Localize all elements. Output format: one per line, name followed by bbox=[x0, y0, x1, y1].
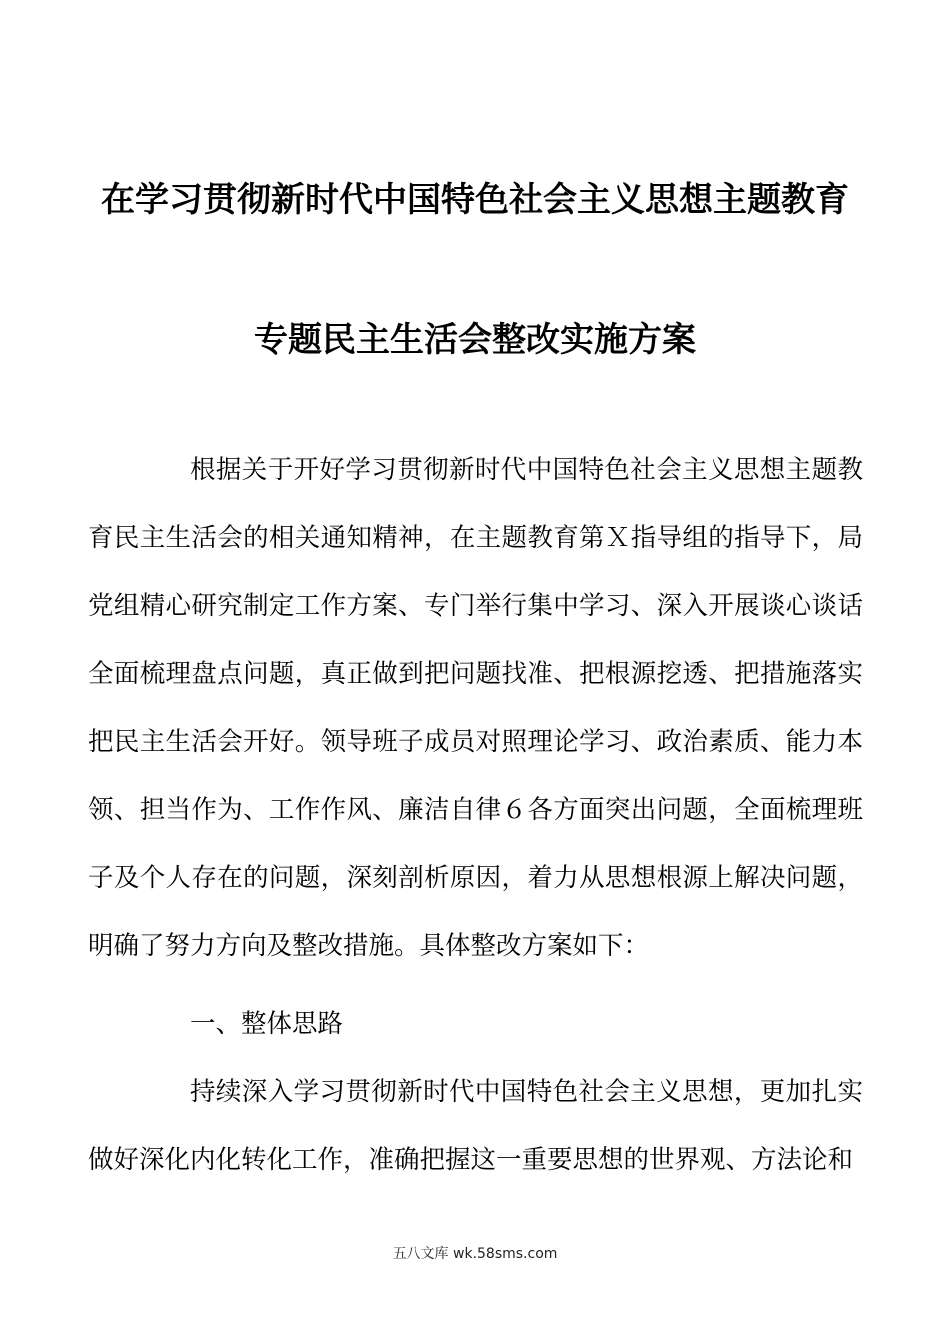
body-paragraph-1-block bbox=[88, 436, 863, 980]
body-paragraph-1: 根据关于开好学习贯彻新时代中国特色社会主义思想主题教育民主生活会的相关通知精神，在主题教育第Ｘ指导组的指导下，局党组精心研究制定工作方案、专门举行集中学习、深入开展谈心谈话全面梳理盘点问题，真正做到把问题找准、把根源挖透、把措施落实把民主生活会开好。领导班子成员对照理论学习、政治素质、能力本领、担当作为、工作作风、廉洁自律６各方面突出问题，全面梳理班子及个人存在的问题，深刻剖析原因，着力从思想根源上解决问题，明确了努力方向及整改措施。具体整改方案如下： bbox=[88, 455, 863, 961]
footer-watermark: 五八文库 wk.58sms.com bbox=[392, 1246, 558, 1262]
document-title-line-2: 专题民主生活会整改实施方案 bbox=[254, 320, 696, 360]
body-paragraph-2: 持续深入学习贯彻新时代中国特色社会主义思想，更加扎实做好深化内化转化工作，准确把握这一重要思想的世界观、方法论和 bbox=[88, 1077, 863, 1175]
section-heading-block bbox=[88, 990, 863, 1058]
body-paragraph-2-block bbox=[88, 1058, 863, 1194]
section-heading-1: 一、整体思路 bbox=[190, 1009, 344, 1039]
document-title-line-1: 在学习贯彻新时代中国特色社会主义思想主题教育 bbox=[101, 180, 849, 220]
